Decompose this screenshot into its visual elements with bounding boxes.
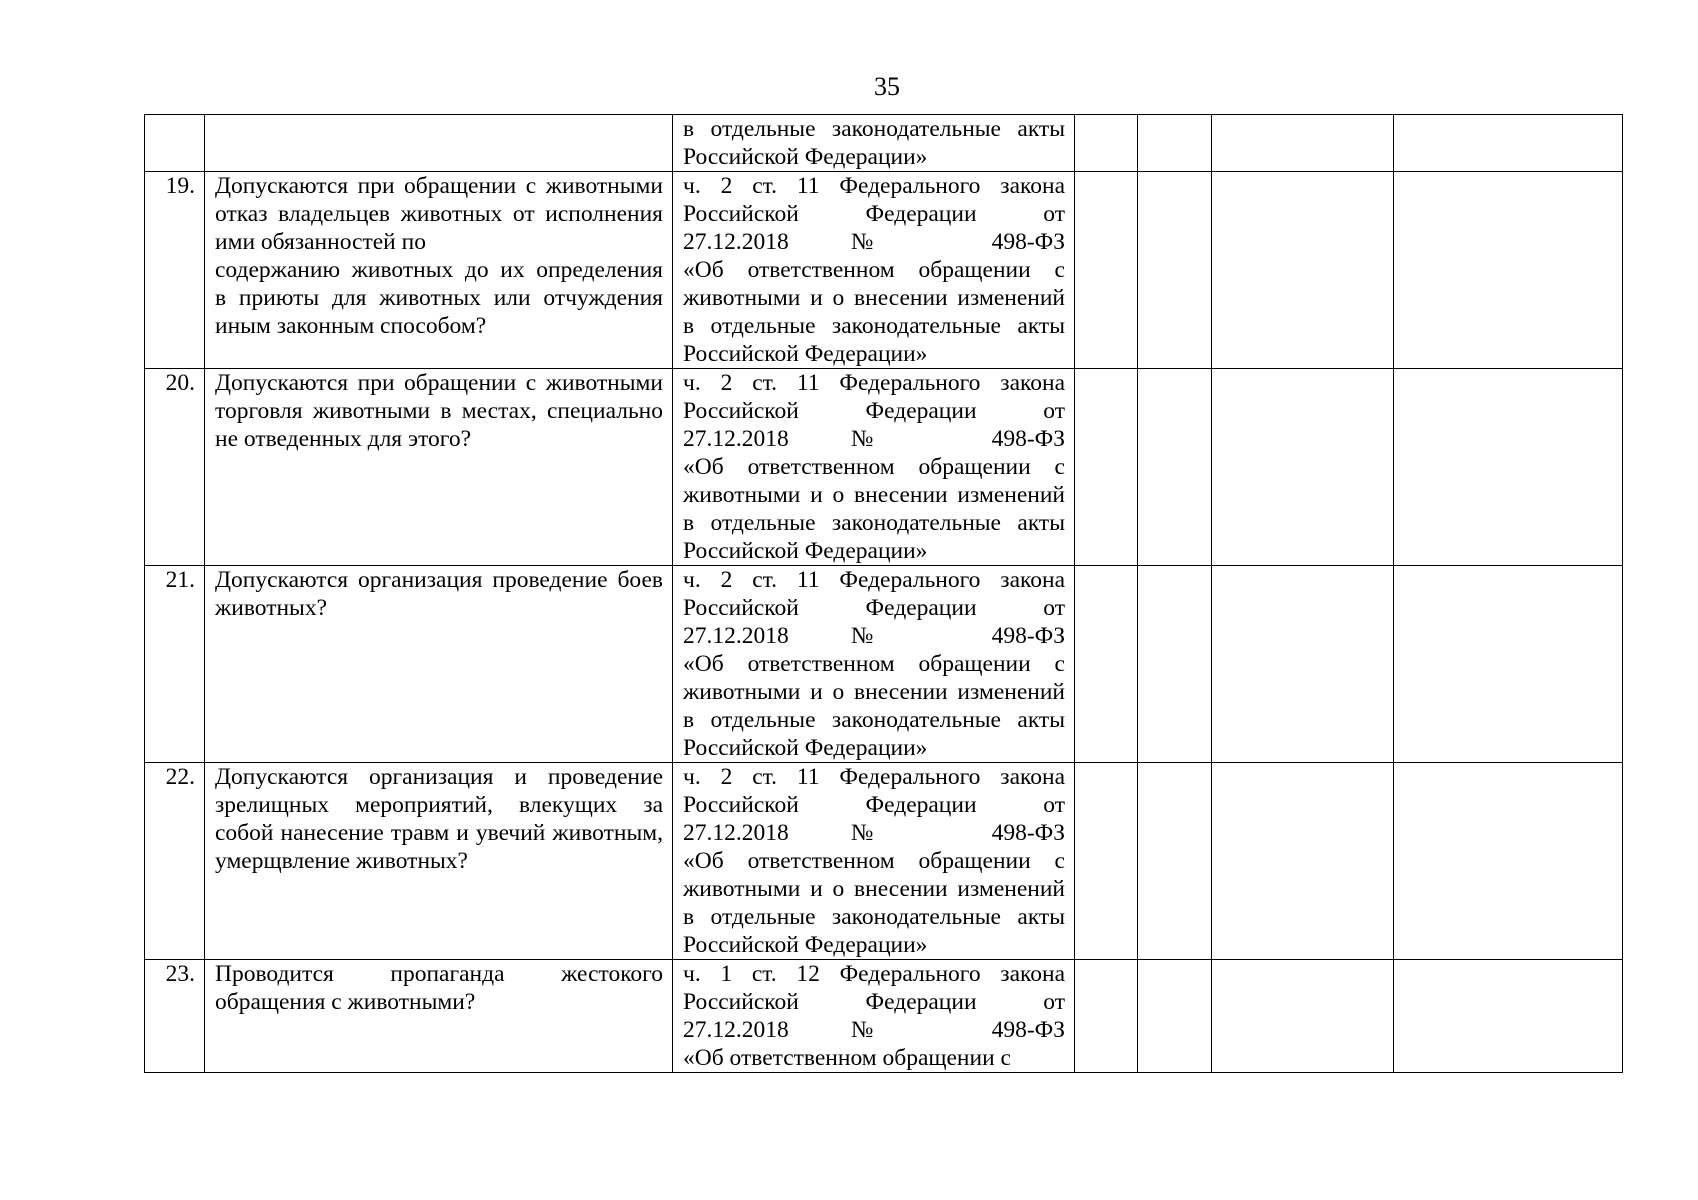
legal-reference-line: ч. 2 ст. 11 Федерального закона (683, 173, 1065, 199)
question-line: содержанию животных до их определения (215, 257, 663, 283)
table-row (145, 960, 1623, 1073)
check-cell[interactable] (1394, 172, 1623, 369)
item-number: 20. (145, 369, 205, 566)
legal-reference (673, 960, 1075, 1073)
legal-reference-line: животными и о внесении изменений (683, 679, 1065, 705)
legal-reference-line: в отдельные законодательные акты (683, 116, 1065, 142)
question-line: отказ владельцев животных от исполнения (215, 201, 663, 227)
check-cell[interactable] (1212, 566, 1394, 763)
checklist-table (144, 114, 1623, 1073)
legal-reference-line: в отдельные законодательные акты (683, 510, 1065, 536)
legal-reference-line: ч. 2 ст. 11 Федерального закона (683, 370, 1065, 396)
legal-reference-line: Российской Федерации» (683, 538, 928, 564)
question-text: Проводится пропаганда жестокого обращения с животными? (205, 960, 673, 1073)
table-row (145, 369, 1623, 566)
check-cell[interactable] (1138, 115, 1212, 172)
page-number: 35 (874, 72, 900, 101)
legal-reference (673, 566, 1075, 763)
item-number: 22. (145, 763, 205, 960)
check-cell[interactable] (1075, 172, 1138, 369)
check-cell[interactable] (1394, 960, 1623, 1073)
check-cell[interactable] (1212, 960, 1394, 1073)
legal-reference-line: 27.12.2018 № 498-ФЗ (683, 426, 1065, 452)
legal-reference-line: «Об ответственном обращении с (683, 651, 1065, 677)
question-line: ими обязанностей по (215, 229, 426, 255)
check-cell[interactable] (1138, 369, 1212, 566)
check-cell[interactable] (1394, 115, 1623, 172)
question-line: иным законным способом? (215, 313, 487, 339)
question-text (205, 115, 673, 172)
table-row (145, 763, 1623, 960)
legal-reference-line: Российской Федерации» (683, 341, 928, 367)
item-number (145, 115, 205, 172)
question-text: Допускаются организация проведение боев животных? (205, 566, 673, 763)
legal-reference-line: 27.12.2018 № 498-ФЗ (683, 229, 1065, 255)
legal-reference-line: «Об ответственном обращении с (683, 848, 1065, 874)
legal-reference-line: Российской Федерации от (683, 201, 1065, 227)
check-cell[interactable] (1394, 763, 1623, 960)
legal-reference-line: Российской Федерации от (683, 792, 1065, 818)
legal-reference-line: в отдельные законодательные акты (683, 904, 1065, 930)
check-cell[interactable] (1394, 566, 1623, 763)
legal-reference-line: ч. 2 ст. 11 Федерального закона (683, 567, 1065, 593)
legal-reference (673, 763, 1075, 960)
legal-reference-line: животными и о внесении изменений (683, 482, 1065, 508)
legal-reference-line: «Об ответственном обращении с (683, 1045, 1011, 1071)
check-cell[interactable] (1212, 172, 1394, 369)
check-cell[interactable] (1212, 763, 1394, 960)
item-number: 21. (145, 566, 205, 763)
check-cell[interactable] (1075, 763, 1138, 960)
question-text: Допускаются при обращении с животными торговля животными в местах, специально не отведенных для этого? (205, 369, 673, 566)
legal-reference-line: в отдельные законодательные акты (683, 313, 1065, 339)
legal-reference (673, 172, 1075, 369)
check-cell[interactable] (1212, 369, 1394, 566)
check-cell[interactable] (1075, 960, 1138, 1073)
legal-reference-line: 27.12.2018 № 498-ФЗ (683, 820, 1065, 846)
legal-reference-line: Российской Федерации» (683, 932, 928, 958)
check-cell[interactable] (1075, 369, 1138, 566)
legal-reference-line: «Об ответственном обращении с (683, 257, 1065, 283)
legal-reference-line: Российской Федерации» (683, 735, 928, 761)
legal-reference-line: животными и о внесении изменений (683, 285, 1065, 311)
legal-reference-line: Российской Федерации от (683, 989, 1065, 1015)
check-cell[interactable] (1075, 115, 1138, 172)
item-number: 19. (145, 172, 205, 369)
check-cell[interactable] (1138, 763, 1212, 960)
check-cell[interactable] (1394, 369, 1623, 566)
legal-reference-line: Российской Федерации» (683, 144, 928, 170)
question-line: Допускаются при обращении с животными (215, 173, 663, 199)
check-cell[interactable] (1138, 172, 1212, 369)
legal-reference-line: ч. 1 ст. 12 Федерального закона (683, 961, 1065, 987)
check-cell[interactable] (1138, 566, 1212, 763)
legal-reference (673, 115, 1075, 172)
check-cell[interactable] (1138, 960, 1212, 1073)
table-row (145, 172, 1623, 369)
legal-reference-line: 27.12.2018 № 498-ФЗ (683, 1017, 1065, 1043)
legal-reference-line: в отдельные законодательные акты (683, 707, 1065, 733)
table-row (145, 115, 1623, 172)
legal-reference-line: «Об ответственном обращении с (683, 454, 1065, 480)
legal-reference-line: 27.12.2018 № 498-ФЗ (683, 623, 1065, 649)
question-line: в приюты для животных или отчуждения (215, 285, 663, 311)
legal-reference (673, 369, 1075, 566)
legal-reference-line: Российской Федерации от (683, 595, 1065, 621)
question-text (205, 172, 673, 369)
legal-reference-line: Российской Федерации от (683, 398, 1065, 424)
question-text: Допускаются организация и проведение зрелищных мероприятий, влекущих за собой нанесение травм и увечий животным, умерщвление животных? (205, 763, 673, 960)
check-cell[interactable] (1212, 115, 1394, 172)
legal-reference-line: животными и о внесении изменений (683, 876, 1065, 902)
check-cell[interactable] (1075, 566, 1138, 763)
table-row (145, 566, 1623, 763)
item-number: 23. (145, 960, 205, 1073)
legal-reference-line: ч. 2 ст. 11 Федерального закона (683, 764, 1065, 790)
